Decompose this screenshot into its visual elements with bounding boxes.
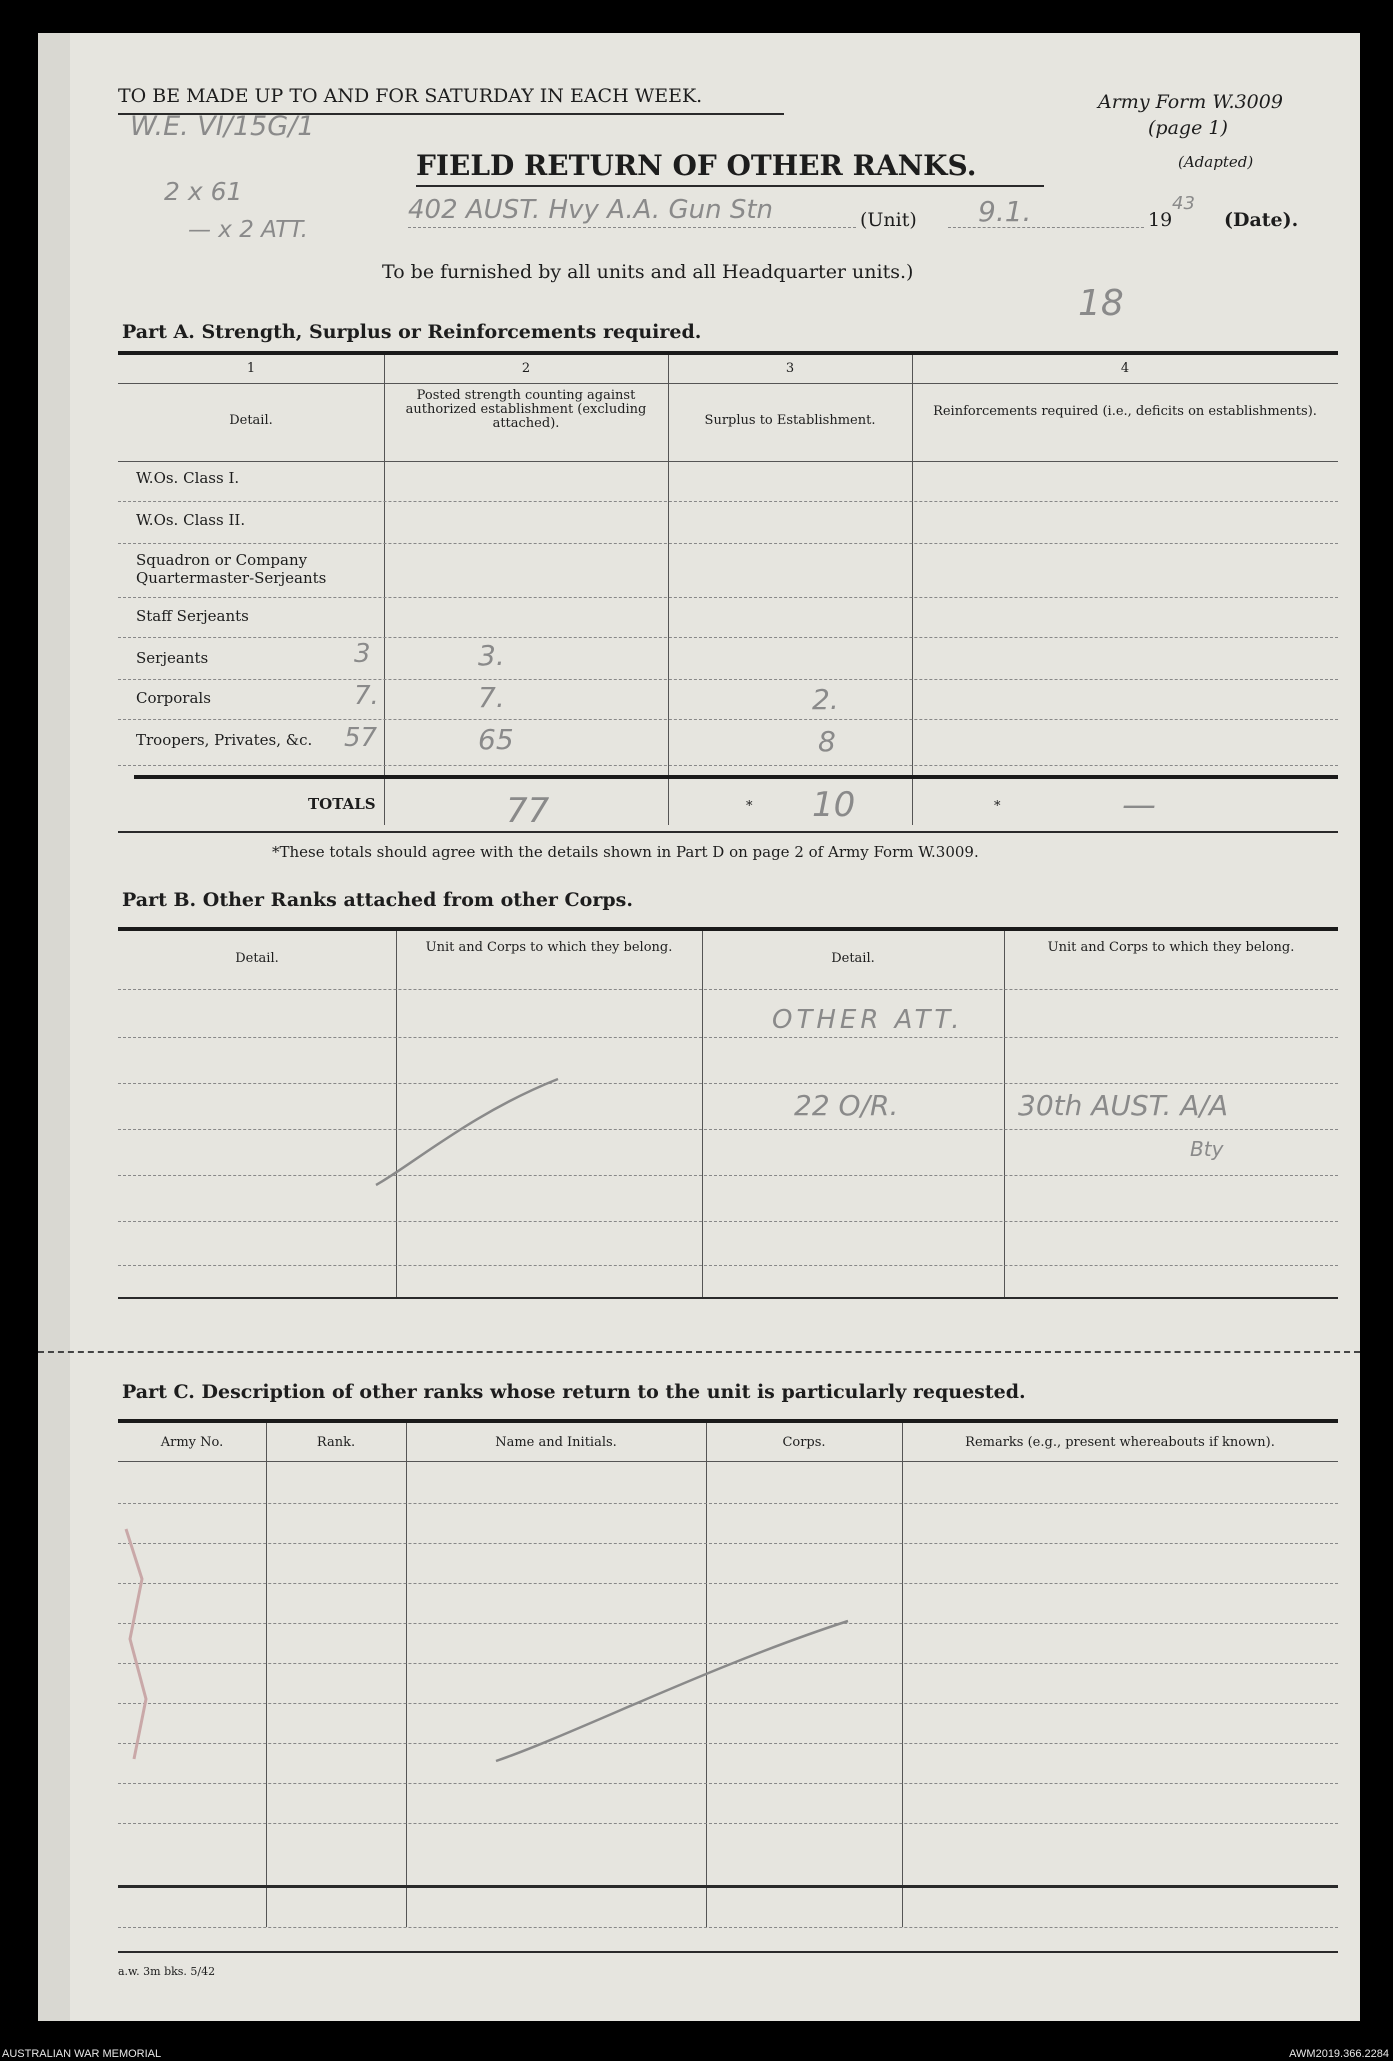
- totals-reinforcements: —: [1122, 785, 1156, 825]
- row-posted: 7.: [478, 681, 505, 714]
- part-c-col-name: Name and Initials.: [495, 1435, 617, 1450]
- col-number-3: 3: [785, 361, 795, 376]
- part-c-row-rule: [118, 1583, 1338, 1584]
- handwritten-nil-stroke: [492, 1615, 852, 1765]
- unit-dotted-line: [408, 227, 856, 228]
- col-number-rule: [118, 383, 1338, 384]
- part-c-col-army-no: Army No.: [160, 1435, 224, 1450]
- part-b-bottom-rule: [118, 1297, 1338, 1299]
- row-rule: [118, 597, 1338, 598]
- tear-off-line: [38, 1351, 1360, 1353]
- row-rule: [118, 719, 1338, 720]
- date-label: (Date).: [1224, 209, 1299, 231]
- part-c-col-remarks: Remarks (e.g., present whereabouts if known).: [965, 1435, 1275, 1450]
- part-a-divider-3: [912, 355, 913, 825]
- week-note: TO BE MADE UP TO AND FOR SATURDAY IN EACH WEEK.: [118, 85, 703, 107]
- part-b-row-rule: [118, 1221, 1338, 1222]
- row-label: Serjeants: [136, 649, 209, 667]
- row-label: W.Os. Class I.: [136, 469, 240, 487]
- part-b-row-rule: [118, 1265, 1338, 1266]
- part-b-row-rule: [118, 1037, 1338, 1038]
- handwritten-nil-stroke: [372, 1073, 562, 1193]
- col-header-reinforcements: Reinforcements required (i.e., deficits on establishments).: [933, 404, 1317, 419]
- handwritten-ref3: — x 2 ATT.: [188, 217, 308, 243]
- totals-reinf-asterisk: *: [994, 799, 1001, 814]
- date-dotted-line: [948, 227, 1144, 228]
- part-c-divider-2: [406, 1423, 407, 1927]
- handwritten-ref: W.E. VI/15G/1: [130, 111, 315, 142]
- part-c-col-corps: Corps.: [782, 1435, 826, 1450]
- row-rule: [118, 637, 1338, 638]
- page-fold-shadow: [38, 33, 70, 2021]
- row-hw-detail: 3: [354, 639, 371, 669]
- part-c-row-rule: [118, 1543, 1338, 1544]
- part-b-col-detail: Detail.: [235, 951, 279, 966]
- row-rule: [118, 765, 1338, 766]
- part-b-top-rule: [118, 927, 1338, 931]
- form-title: FIELD RETURN OF OTHER RANKS.: [416, 149, 977, 182]
- row-surplus: 8: [818, 725, 836, 758]
- totals-posted: 77: [506, 791, 550, 831]
- col-number-2: 2: [521, 361, 531, 376]
- row-label: Squadron or Company Quartermaster-Serjeants: [136, 551, 327, 587]
- row-posted: 3.: [478, 639, 505, 672]
- col-number-1: 1: [246, 361, 256, 376]
- form-page: [38, 33, 1360, 2021]
- row-hw-detail: 57: [344, 723, 378, 753]
- part-b-col-unit-2: Unit and Corps to which they belong.: [1047, 940, 1295, 955]
- totals-surplus-asterisk: *: [746, 799, 753, 814]
- part-a-footnote: *These totals should agree with the details shown in Part D on page 2 of Army Form W.3009.: [272, 843, 979, 861]
- row-rule: [118, 501, 1338, 502]
- part-c-heading: Part C. Description of other ranks whose return to the unit is particularly requested.: [122, 1381, 1026, 1403]
- form-title-underline: [416, 185, 1044, 187]
- col-header-surplus: Surplus to Establishment.: [704, 413, 876, 428]
- row-rule: [118, 543, 1338, 544]
- unit-label: (Unit): [860, 209, 917, 231]
- form-number: Army Form W.3009: [1098, 91, 1283, 113]
- handwritten-ref2: 2 x 61: [164, 177, 243, 206]
- part-c-row-rule: [118, 1461, 1338, 1462]
- col-header-posted: Posted strength counting against authorized establishment (excluding attached).: [405, 388, 647, 431]
- part-b-row-rule: [118, 1175, 1338, 1176]
- part-c-bottom-rule: [118, 1885, 1338, 1888]
- part-a-heading: Part A. Strength, Surplus or Reinforcements required.: [122, 321, 702, 343]
- row-rule: [118, 679, 1338, 680]
- furnished-note: To be furnished by all units and all Headquarter units.): [382, 261, 914, 283]
- handwritten-att-unit: 30th AUST. A/A: [1018, 1089, 1228, 1122]
- handwritten-unit: 402 AUST. Hvy A.A. Gun Stn: [408, 195, 774, 225]
- handwritten-att-unit-2: Bty: [1190, 1137, 1224, 1161]
- totals-label: TOTALS: [308, 795, 376, 813]
- totals-top-rule: [134, 775, 1338, 779]
- page-label: (page 1): [1148, 117, 1228, 139]
- form-print-code: a.w. 3m bks. 5/42: [118, 1965, 216, 1978]
- row-posted: 65: [478, 723, 514, 756]
- part-c-divider-4: [902, 1423, 903, 1927]
- col-number-4: 4: [1120, 361, 1130, 376]
- part-b-col-detail-2: Detail.: [831, 951, 875, 966]
- row-hw-detail: 7.: [354, 681, 379, 711]
- part-b-divider-3: [1004, 931, 1005, 1297]
- part-b-col-unit: Unit and Corps to which they belong.: [425, 940, 673, 955]
- totals-surplus: 10: [812, 785, 856, 825]
- part-b-row-rule: [118, 1129, 1338, 1130]
- col-header-detail: Detail.: [229, 413, 273, 428]
- part-c-top-rule: [118, 1419, 1338, 1423]
- part-c-row-rule: [118, 1823, 1338, 1824]
- adapted-label: (Adapted): [1178, 153, 1254, 171]
- part-a-bottom-rule: [118, 831, 1338, 833]
- part-b-row-rule: [118, 1083, 1338, 1084]
- row-surplus: 2.: [812, 683, 839, 716]
- row-label: W.Os. Class II.: [136, 511, 246, 529]
- archive-credit: AUSTRALIAN WAR MEMORIAL: [2, 2048, 162, 2060]
- part-a-divider-1: [384, 355, 385, 825]
- part-b-heading: Part B. Other Ranks attached from other Corps.: [122, 889, 633, 911]
- col-header-rule: [118, 461, 1338, 462]
- part-c-col-rank: Rank.: [316, 1435, 356, 1450]
- handwritten-page-number: 18: [1078, 283, 1124, 324]
- handwritten-date: 9.1.: [978, 195, 1032, 228]
- part-c-row-rule: [118, 1503, 1338, 1504]
- handwritten-or-count: 22 O/R.: [794, 1089, 899, 1122]
- row-label: Staff Serjeants: [136, 607, 249, 625]
- part-b-divider-2: [702, 931, 703, 1297]
- part-c-row-rule: [118, 1783, 1338, 1784]
- archive-accession-number: AWM2019.366.2284: [1289, 2048, 1389, 2060]
- handwritten-year: 43: [1172, 193, 1195, 214]
- row-label: Corporals: [136, 689, 211, 707]
- red-stamp-mark: [116, 1519, 156, 1769]
- part-c-row-rule: [118, 1927, 1338, 1928]
- year-prefix: 19: [1148, 209, 1173, 231]
- part-a-top-rule: [118, 351, 1338, 355]
- row-label: Troopers, Privates, &c.: [136, 731, 313, 749]
- handwritten-other-att: OTHER ATT.: [772, 1005, 964, 1035]
- part-b-row-rule: [118, 989, 1338, 990]
- part-c-divider-1: [266, 1423, 267, 1927]
- part-c-final-rule: [118, 1951, 1338, 1953]
